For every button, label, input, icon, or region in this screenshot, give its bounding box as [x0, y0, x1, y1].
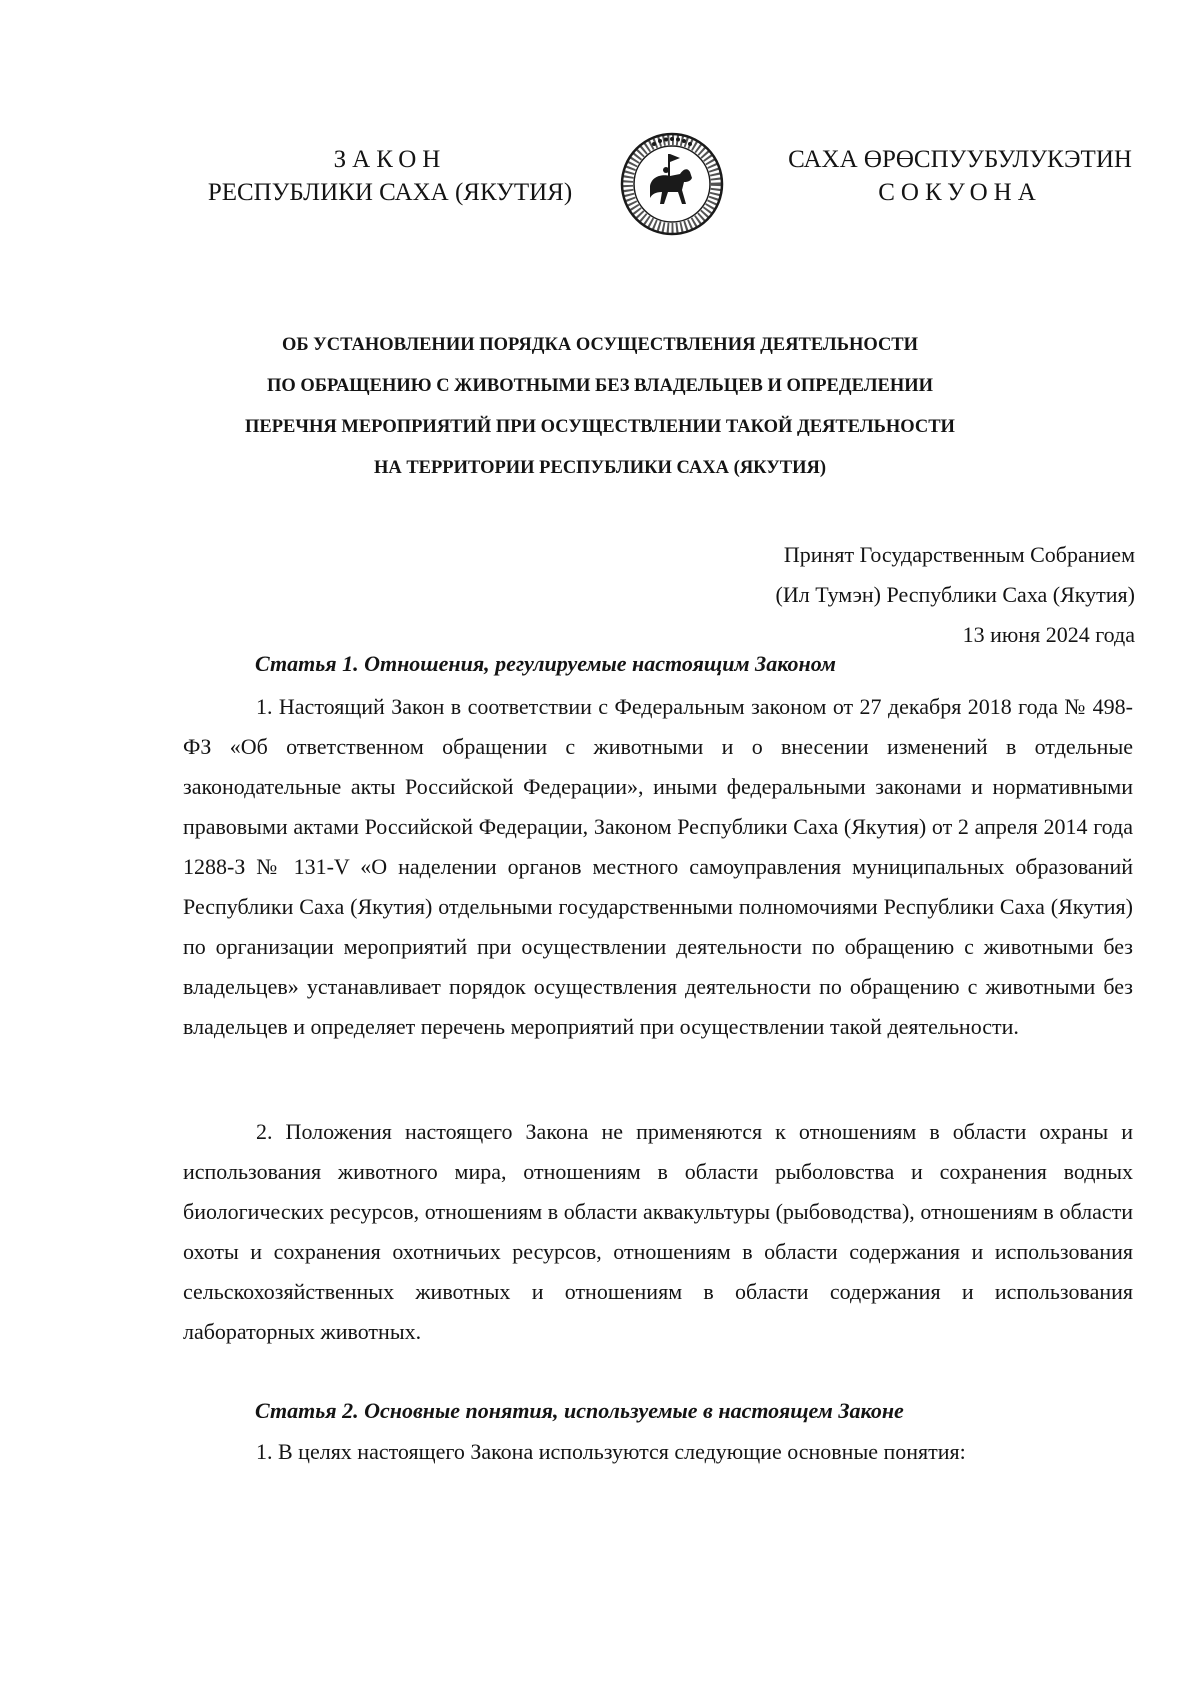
header-right-law-label: СОКУОНА: [878, 179, 1042, 206]
header-left-republic: РЕСПУБЛИКИ САХА (ЯКУТИЯ): [207, 179, 573, 206]
adoption-line: Принят Государственным Собранием: [783, 542, 1135, 567]
law-title: [140, 325, 1060, 489]
article-2-paragraph-1: 1. В целях настоящего Закона используются следующие основные понятия:: [256, 1439, 966, 1464]
header-left-law-label: ЗАКОН: [333, 146, 447, 173]
coat-of-arms-emblem-icon: [620, 132, 724, 236]
article-1-paragraph-2: 2. Положения настоящего Закона не применяются к отношениям в области охраны и использования животного мира, отношениям в области рыболовства и сохранения водных биологических ресурсов, отношениям в области аквакультуры (рыбоводства), отношениям в области охоты и сохранения охотничьих ресурсов, отношениям в области содержания и использования сельскохозяйственных животных и отношениям в области содержания и использования лабораторных животных.: [183, 1119, 1133, 1344]
article-1-paragraph-1: 1. Настоящий Закон в соответствии с Федеральным законом от 27 декабря 2018 года № 498-ФЗ «Об ответственном обращении с животными и о внесении изменений в отдельные законодательные акты Российской Федерации», иными федеральными законами и нормативными правовыми актами Российской Федерации, Законом Республики Саха (Якутия) от 2 апреля 2014 года 1288-З № 131-V «О наделении органов местного самоуправления муниципальных образований Республики Саха (Якутия) отдельными государственными полномочиями Республики Саха (Якутия) по организации мероприятий при осуществлении деятельности по обращению с животными без владельцев» устанавливает порядок осуществления деятельности по обращению с животными без владельцев и определяет перечень мероприятий при осуществлении такой деятельности.: [183, 694, 1133, 1039]
law-title-line: ОБ УСТАНОВЛЕНИИ ПОРЯДКА ОСУЩЕСТВЛЕНИЯ ДЕЯТЕЛЬНОСТИ: [281, 335, 919, 355]
adoption-block: [776, 535, 1135, 655]
header-right-republic: САХА ӨРӨСПУУБУЛУКЭТИН: [788, 146, 1132, 173]
law-title-line: ПО ОБРАЩЕНИЮ С ЖИВОТНЫМИ БЕЗ ВЛАДЕЛЬЦЕВ И ОПРЕДЕЛЕНИИ: [266, 376, 934, 396]
article-1-heading: Статья 1. Отношения, регулируемые настоящим Законом: [255, 651, 836, 676]
law-title-line: ПЕРЕЧНЯ МЕРОПРИЯТИЙ ПРИ ОСУЩЕСТВЛЕНИИ ТАКОЙ ДЕЯТЕЛЬНОСТИ: [245, 417, 955, 437]
adoption-date: 13 июня 2024 года: [962, 622, 1135, 647]
adoption-line: (Ил Тумэн) Республики Саха (Якутия): [775, 582, 1135, 607]
law-title-line: НА ТЕРРИТОРИИ РЕСПУБЛИКИ САХА (ЯКУТИЯ): [373, 458, 827, 478]
article-2-heading: Статья 2. Основные понятия, используемые в настоящем Законе: [255, 1398, 904, 1423]
header-left: [200, 143, 580, 209]
header-right: [770, 143, 1150, 209]
